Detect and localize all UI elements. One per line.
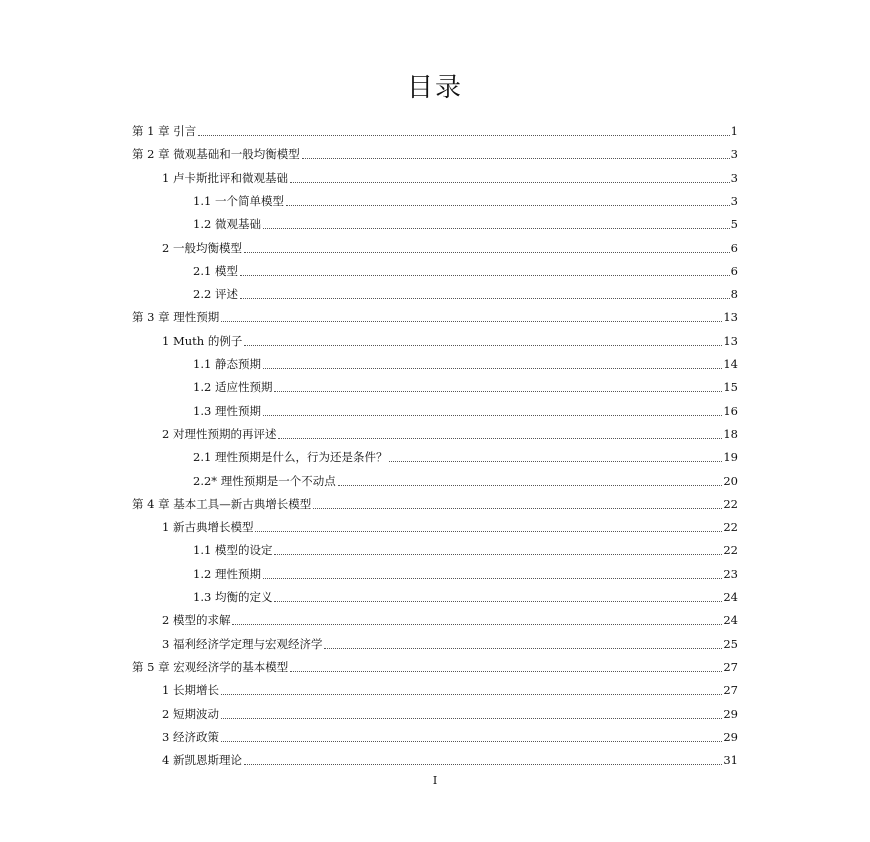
- toc-dot-leader: [221, 717, 722, 719]
- toc-dot-leader: [263, 577, 722, 579]
- toc-entry-label: 2 一般均衡模型: [162, 240, 242, 255]
- toc-entry-label: 第 3 章 理性预期: [132, 310, 220, 325]
- toc-dot-leader: [263, 367, 722, 369]
- toc-entry-label: 1.1 模型的设定: [193, 543, 273, 558]
- toc-dot-leader: [313, 507, 722, 509]
- toc-entry[interactable]: [193, 374, 738, 394]
- toc-dot-leader: [274, 553, 722, 555]
- toc-entry-label: 2 对理性预期的再评述: [162, 426, 277, 441]
- toc-entry-page-number: 3: [730, 170, 738, 185]
- toc-entry-label: 第 2 章 微观基础和一般均衡模型: [132, 147, 300, 162]
- toc-entry[interactable]: [193, 258, 738, 278]
- toc-entry-label: 2.2 评述: [193, 287, 238, 302]
- toc-entry-label: 第 1 章 引言: [132, 124, 197, 138]
- toc-entry-page-number: 27: [723, 659, 738, 674]
- toc-entry[interactable]: [193, 561, 738, 581]
- toc-entry[interactable]: [193, 211, 738, 231]
- page-title: 目录: [406, 73, 463, 103]
- toc-dot-leader: [232, 623, 722, 625]
- toc-dot-leader: [263, 414, 722, 416]
- toc-entry[interactable]: [162, 328, 738, 348]
- toc-entry[interactable]: [162, 701, 738, 721]
- toc-entry-label: 2.2* 理性预期是一个不动点: [193, 473, 336, 488]
- toc-dot-leader: [221, 320, 722, 322]
- toc-dot-leader: [221, 740, 722, 742]
- toc-entry-label: 4 新凯恩斯理论: [162, 753, 242, 768]
- toc-entry-page-number: 31: [723, 753, 738, 768]
- toc-entry-page-number: 25: [723, 636, 738, 651]
- toc-entry[interactable]: [132, 141, 738, 161]
- toc-dot-leader: [274, 390, 722, 392]
- toc-entry-page-number: 22: [723, 496, 738, 511]
- toc-entry-page-number: 23: [723, 566, 738, 581]
- toc-entry-page-number: 14: [723, 357, 738, 371]
- toc-entry-page-number: 16: [723, 403, 738, 418]
- toc-entry[interactable]: [162, 747, 738, 767]
- toc-entry-page-number: 13: [723, 310, 738, 325]
- page-number: I: [432, 774, 438, 787]
- toc-entry[interactable]: [193, 468, 738, 488]
- toc-entry[interactable]: [162, 421, 738, 441]
- toc-entry-label: 第 5 章 宏观经济学的基本模型: [132, 659, 289, 674]
- toc-entry[interactable]: [193, 398, 738, 418]
- toc-entry-page-number: 6: [730, 263, 738, 278]
- toc-dot-leader: [263, 227, 730, 229]
- toc-dot-leader: [244, 344, 722, 346]
- toc-entry-page-number: 29: [723, 706, 738, 721]
- toc-entry-label: 1.2 微观基础: [193, 217, 261, 232]
- toc-entry-page-number: 15: [723, 380, 738, 395]
- toc-dot-leader: [324, 647, 722, 649]
- toc-entry-page-number: 20: [723, 473, 738, 488]
- toc-entry[interactable]: [132, 491, 738, 511]
- toc-dot-leader: [240, 297, 730, 299]
- toc-entry-page-number: 22: [723, 543, 738, 558]
- toc-dot-leader: [255, 530, 722, 532]
- toc-entry-page-number: 24: [723, 590, 738, 604]
- toc-dot-leader: [240, 274, 730, 276]
- toc-entry-page-number: 13: [723, 333, 738, 348]
- toc-dot-leader: [290, 181, 730, 183]
- toc-entry-page-number: 6: [730, 240, 738, 255]
- toc-entry[interactable]: [162, 724, 738, 744]
- toc-entry[interactable]: [132, 118, 738, 138]
- toc-entry-label: 1.2 适应性预期: [193, 380, 273, 395]
- toc-entry-label: 2.1 模型: [193, 263, 238, 278]
- toc-entry-label: 1 卢卡斯批评和微观基础: [162, 170, 288, 185]
- toc-entry-label: 1.3 均衡的定义: [193, 590, 273, 604]
- toc-entry-label: 1 长期增长: [162, 683, 219, 698]
- toc-entry[interactable]: [132, 654, 738, 674]
- toc-entry[interactable]: [193, 444, 738, 464]
- toc-entry-page-number: 24: [723, 613, 738, 628]
- toc-dot-leader: [221, 693, 722, 695]
- toc-entry-page-number: 8: [730, 287, 738, 302]
- toc-entry[interactable]: [162, 607, 738, 627]
- toc-entry[interactable]: [132, 304, 738, 324]
- toc-entry-page-number: 29: [723, 729, 738, 744]
- toc-entry-page-number: 3: [730, 193, 738, 208]
- toc-entry-label: 3 福利经济学定理与宏观经济学: [162, 636, 323, 651]
- toc-entry[interactable]: [162, 631, 738, 651]
- toc-entry-page-number: 5: [730, 217, 738, 232]
- toc-dot-leader: [198, 134, 729, 136]
- toc-entry-page-number: 19: [723, 450, 738, 465]
- toc-entry-label: 1.3 理性预期: [193, 403, 261, 418]
- toc-entry[interactable]: [193, 537, 738, 557]
- toc-entry-label: 2 短期波动: [162, 706, 219, 721]
- toc-entry-page-number: 18: [723, 426, 738, 441]
- toc-entry-page-number: 3: [730, 147, 738, 162]
- toc-entry-label: 1 新古典增长模型: [162, 520, 254, 535]
- toc-entry[interactable]: [162, 677, 738, 697]
- toc-entry-page-number: 27: [723, 683, 738, 698]
- toc-dot-leader: [244, 251, 730, 253]
- toc-entry[interactable]: [193, 351, 738, 371]
- toc-dot-leader: [286, 204, 730, 206]
- toc-entry-label: 1.2 理性预期: [193, 566, 261, 581]
- toc-entry-page-number: 1: [730, 124, 738, 138]
- toc-entry-label: 3 经济政策: [162, 729, 219, 744]
- toc-entry-label: 1.1 一个简单模型: [193, 193, 284, 208]
- toc-entry-label: 第 4 章 基本工具—新古典增长模型: [132, 496, 312, 511]
- toc-entry-label: 2 模型的求解: [162, 613, 231, 628]
- toc-entry[interactable]: [162, 514, 738, 534]
- toc-dot-leader: [338, 484, 723, 486]
- toc-entry[interactable]: [193, 584, 738, 604]
- toc-entry[interactable]: [193, 281, 738, 301]
- toc-entry-label: 2.1 理性预期是什么，行为还是条件？: [193, 450, 388, 465]
- toc-dot-leader: [278, 437, 722, 439]
- toc-entry[interactable]: [162, 235, 738, 255]
- toc-entry[interactable]: [162, 165, 738, 185]
- toc-entry-label: 1.1 静态预期: [193, 357, 261, 371]
- toc-dot-leader: [244, 763, 722, 765]
- toc-entry-page-number: 22: [723, 520, 738, 535]
- toc-entry-label: 1 Muth 的例子: [162, 333, 243, 348]
- toc-dot-leader: [274, 600, 722, 602]
- toc-dot-leader: [302, 157, 730, 159]
- toc-dot-leader: [290, 670, 722, 672]
- toc-entry[interactable]: [193, 188, 738, 208]
- toc-dot-leader: [389, 460, 722, 462]
